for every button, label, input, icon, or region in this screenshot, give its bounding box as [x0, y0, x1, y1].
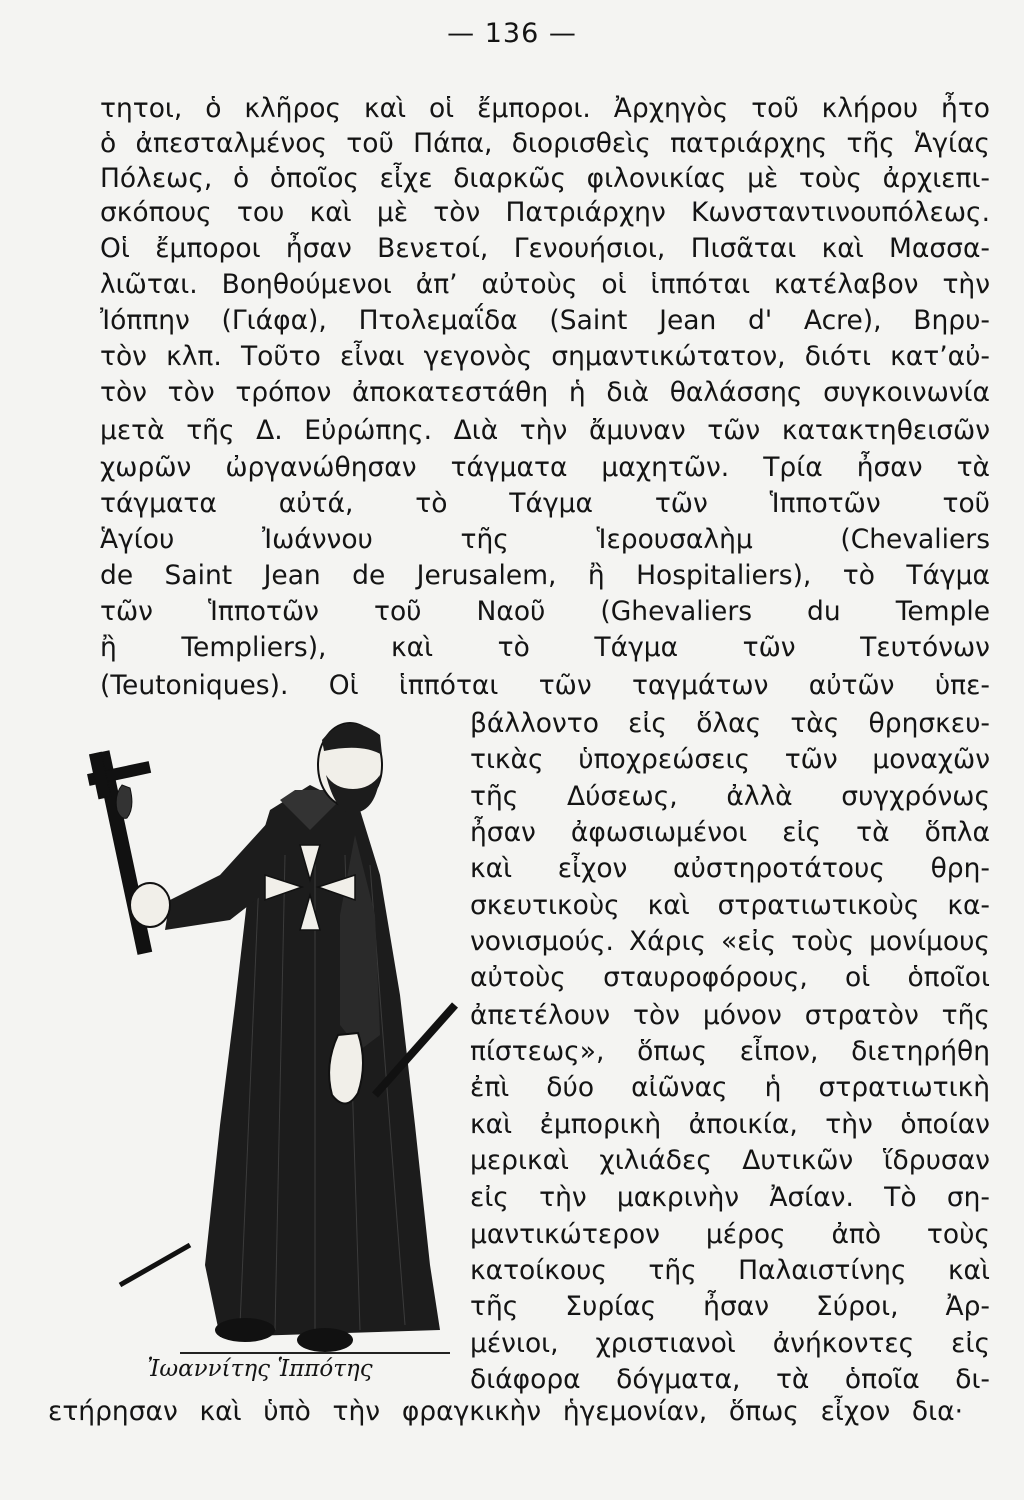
text-line: νονισμούς. Χάρις «εἰς τοὺς μονίμους: [470, 926, 990, 957]
text-line: ἦσαν ἀφωσιωμένοι εἰς τὰ ὅπλα: [470, 817, 990, 848]
text-line: (Teutoniques). Οἱ ἱππόται τῶν ταγμάτων αὐτῶν ὑπε-: [100, 670, 990, 701]
knight-illustration: [70, 705, 465, 1360]
text-line: πίστεως», ὅπως εἶπον, διετηρήθη: [470, 1036, 990, 1067]
text-line: σκευτικοὺς καὶ στρατιωτικοὺς κα-: [470, 890, 990, 921]
text-line: τὸν τὸν τρόπον ἀποκατεστάθη ἡ διὰ θαλάσσης συγκοινωνία: [100, 377, 990, 408]
text-line: λιῶται. Βοηθούμενοι ἀπ’ αὐτοὺς οἱ ἱππόται κατέλαβον τὴν: [100, 269, 990, 300]
text-line: βάλλοντο εἰς ὅλας τὰς θρησκευ-: [470, 708, 990, 739]
text-line: ἐπὶ δύο αἰῶνας ἡ στρατιωτικὴ: [470, 1072, 990, 1103]
text-line: σκόπους του καὶ μὲ τὸν Πατριάρχην Κωνσταντινουπόλεως.: [100, 197, 990, 228]
text-line: Ἰόππην (Γιάφα), Πτολεμαΐδα (Saint Jean d' Acre), Βηρυ-: [100, 305, 990, 336]
text-line: Ἁγίου Ἰωάννου τῆς Ἱερουσαλὴμ (Chevaliers: [100, 524, 990, 555]
text-line: μαντικώτερον μέρος ἀπὸ τοὺς: [470, 1219, 990, 1250]
text-line: μένιοι, χριστιανοὶ ἀνήκοντες εἰς: [470, 1328, 990, 1359]
text-line: διάφορα δόγματα, τὰ ὁποῖα δι-: [470, 1364, 990, 1395]
text-line: τῆς Δύσεως, ἀλλὰ συγχρόνως: [470, 781, 990, 812]
text-line: τητοι, ὁ κλῆρος καὶ οἱ ἔμποροι. Ἀρχηγὸς τοῦ κλήρου ἦτο: [100, 93, 990, 124]
text-line: εἰς τὴν μακρινὴν Ἀσίαν. Τὸ ση-: [470, 1182, 990, 1213]
text-line: τὸν κλπ. Τοῦτο εἶναι γεγονὸς σημαντικώτατον, διότι κατ’αὐ-: [100, 341, 990, 372]
text-line: χωρῶν ὠργανώθησαν τάγματα μαχητῶν. Τρία ἦσαν τὰ: [100, 452, 990, 483]
figure-caption: Ἰωαννίτης Ἱππότης: [147, 1356, 373, 1382]
text-line: αὐτοὺς σταυροφόρους, οἱ ὁποῖοι: [470, 962, 990, 993]
text-line: καὶ ἐμπορικὴ ἀποικία, τὴν ὁποίαν: [470, 1109, 990, 1140]
text-line: τῆς Συρίας ἦσαν Σύροι, Ἀρ-: [470, 1291, 990, 1322]
text-line: τικὰς ὑποχρεώσεις τῶν μοναχῶν: [470, 744, 990, 775]
text-line: Πόλεως, ὁ ὁποῖος εἶχε διαρκῶς φιλονικίας μὲ τοὺς ἀρχιεπι-: [100, 163, 990, 194]
text-line: ὁ ἀπεσταλμένος τοῦ Πάπα, διορισθεὶς πατριάρχης τῆς Ἁγίας: [100, 128, 990, 159]
text-line: κατοίκους τῆς Παλαιστίνης καὶ: [470, 1255, 990, 1286]
text-line: μερικαὶ χιλιάδες Δυτικῶν ἵδρυσαν: [470, 1145, 990, 1176]
text-line: Οἱ ἔμποροι ἦσαν Βενετοί, Γενουήσιοι, Πισᾶται καὶ Μασσα-: [100, 233, 990, 264]
text-line: τῶν Ἱπποτῶν τοῦ Ναοῦ (Ghevaliers du Temple: [100, 596, 990, 627]
text-line: ἢ Templiers), καὶ τὸ Τάγμα τῶν Τευτόνων: [100, 632, 990, 663]
text-line: μετὰ τῆς Δ. Εὐρώπης. Διὰ τὴν ἄμυναν τῶν κατακτηθεισῶν: [100, 415, 990, 446]
text-line: ετήρησαν καὶ ὑπὸ τὴν φραγκικὴν ἡγεμονίαν, ὅπως εἶχον δια·: [48, 1396, 963, 1427]
text-line: τάγματα αὐτά, τὸ Τάγμα τῶν Ἱπποτῶν τοῦ: [100, 488, 990, 519]
text-line: de Saint Jean de Jerusalem, ἢ Hospitaliers), τὸ Τάγμα: [100, 560, 990, 591]
text-line: καὶ εἶχον αὐστηροτάτους θρη-: [470, 853, 990, 884]
text-line: ἀπετέλουν τὸν μόνον στρατὸν τῆς: [470, 1000, 990, 1031]
page-number: — 136 —: [447, 18, 577, 49]
